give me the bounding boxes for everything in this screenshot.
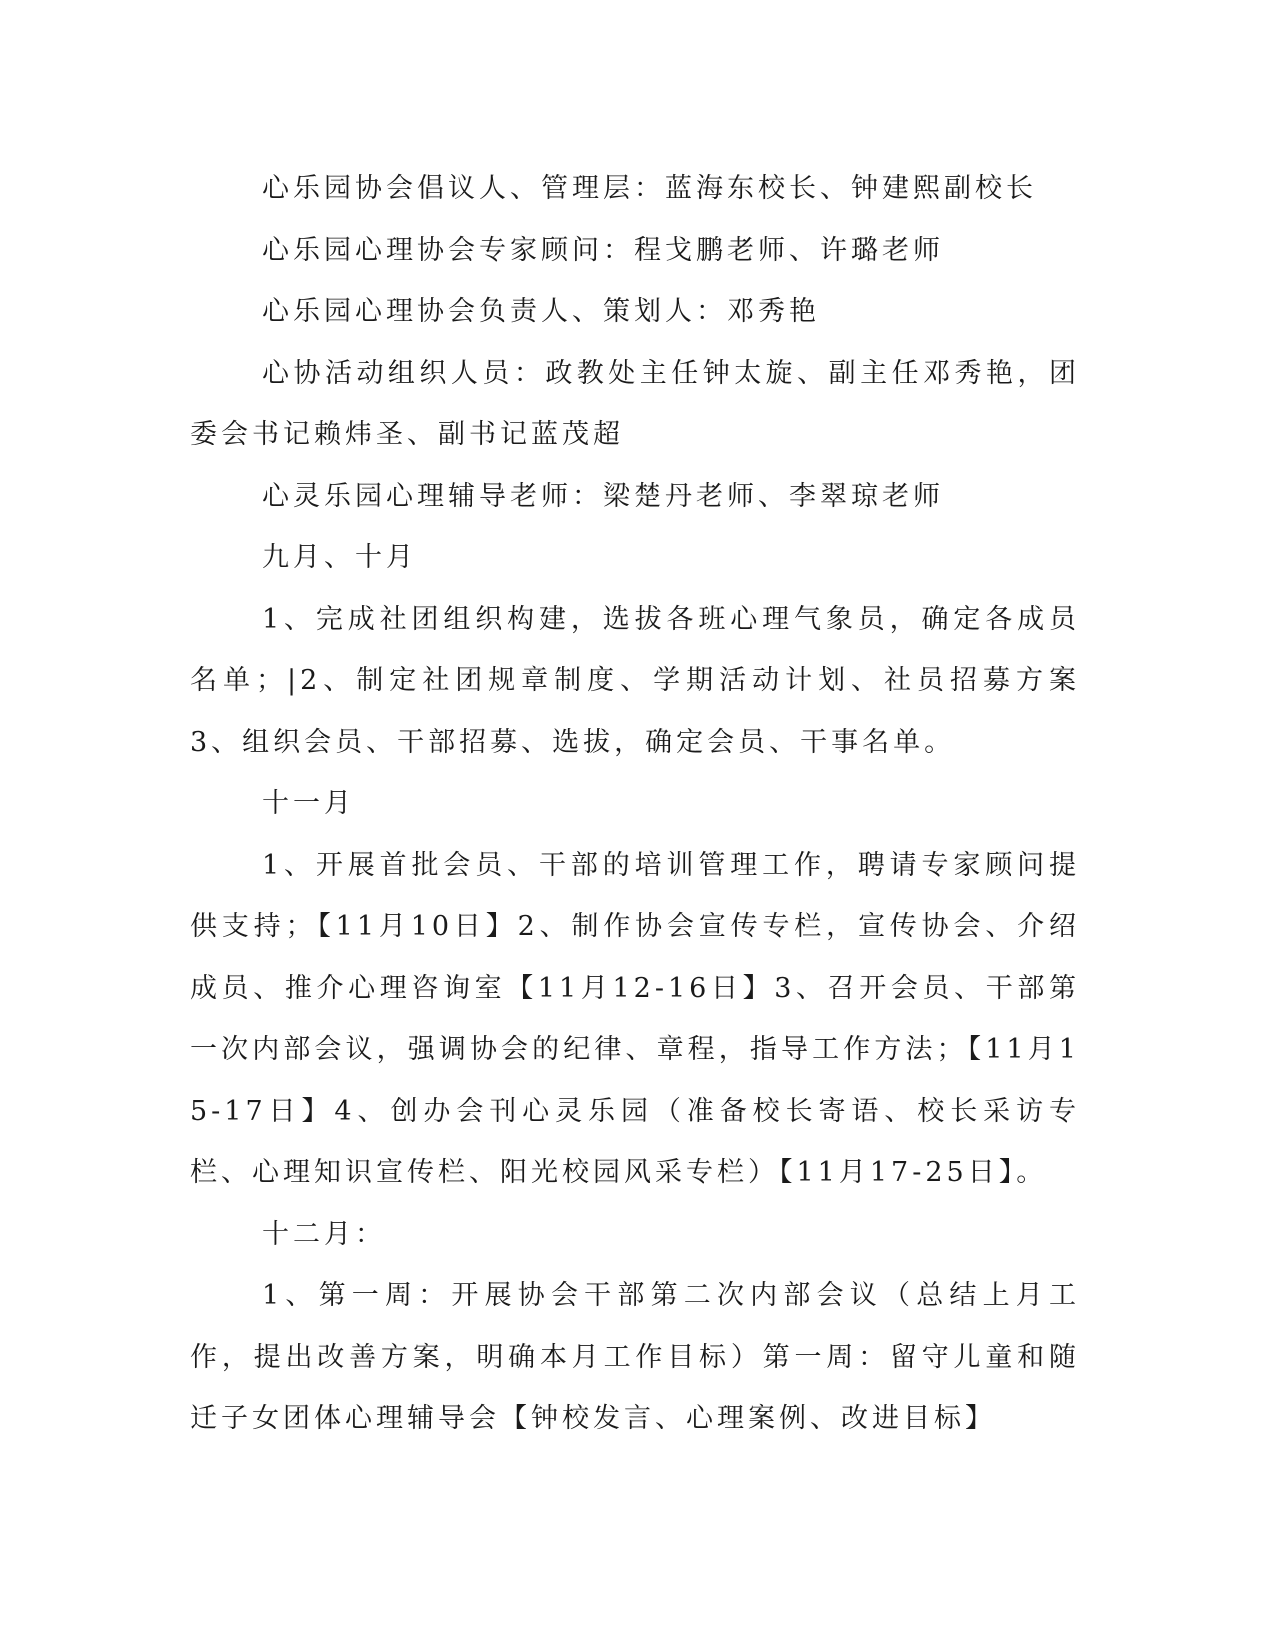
paragraph-dec-plan: 1、第一周：开展协会干部第二次内部会议（总结上月工作，提出改善方案，明确本月工作目标）第一周：留守儿童和随迁子女团体心理辅导会【钟校发言、心理案例、改进目标】 xyxy=(190,1280,1080,1434)
document-body xyxy=(190,158,1080,1450)
heading-nov: 十一月 xyxy=(262,788,355,819)
paragraph-nov-plan: 1、开展首批会员、干部的培训管理工作，聘请专家顾问提供支持；【11月10日】2、制作协会宣传专栏，宣传协会、介绍成员、推介心理咨询室【11月12-16日】3、召开会员、干部第一次内部会议，强调协会的纪律、章程，指导工作方法；【11月15-17日】4、创办会刊心灵乐园（准备校长寄语、校长采访专栏、心理知识宣传栏、阳光校园风采专栏）【11月17-25日】。 xyxy=(190,849,1080,1188)
heading-dec: 十二月： xyxy=(262,1218,386,1250)
heading-sep-oct: 九月、十月 xyxy=(262,542,417,573)
paragraph-leader: 心乐园心理协会负责人、策划人：邓秀艳 xyxy=(262,296,820,327)
paragraph-counselors: 心灵乐园心理辅导老师：梁楚丹老师、李翠琼老师 xyxy=(262,480,944,512)
paragraph-organizers: 心协活动组织人员：政教处主任钟太旋、副主任邓秀艳，团委会书记赖炜圣、副书记蓝茂超 xyxy=(190,357,1080,450)
paragraph-advocates: 心乐园协会倡议人、管理层：蓝海东校长、钟建熙副校长 xyxy=(262,173,1037,204)
paragraph-sep-oct-plan: 1、完成社团组织构建，选拔各班心理气象员，确定各成员名单；|2、制定社团规章制度、学期活动计划、社员招募方案3、组织会员、干部招募、选拔，确定会员、干事名单。 xyxy=(190,603,1080,758)
paragraph-consultants: 心乐园心理协会专家顾问：程戈鹏老师、许璐老师 xyxy=(262,234,944,266)
